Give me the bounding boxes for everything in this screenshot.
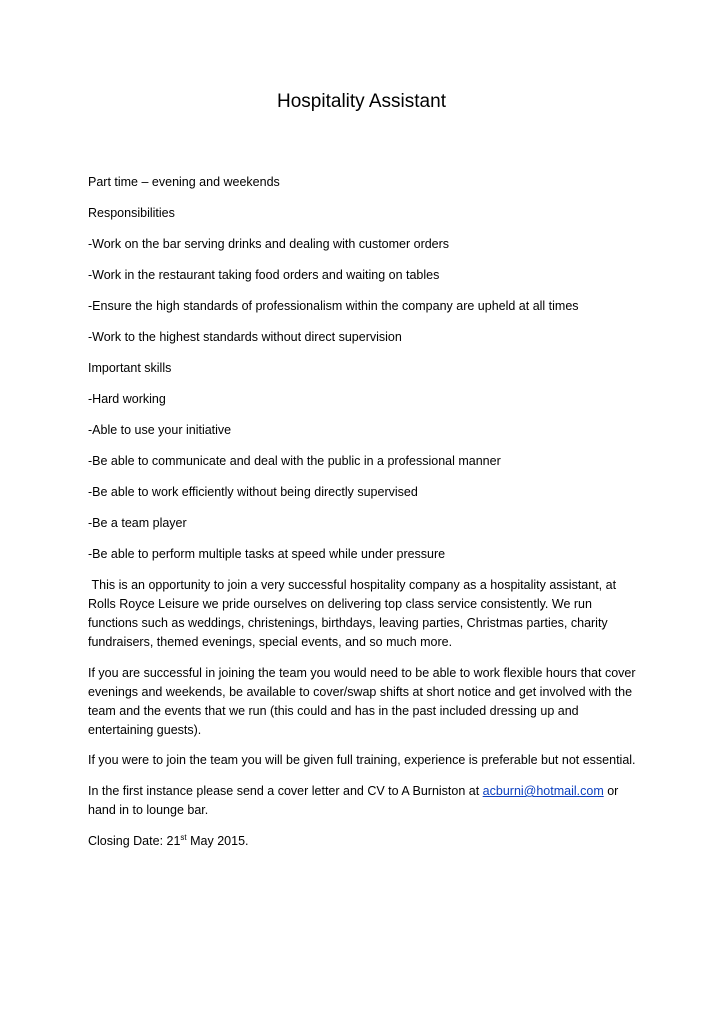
responsibility-item: -Work on the bar serving drinks and dealing with customer orders	[88, 237, 450, 251]
skill-item: -Be able to work efficiently without being directly supervised	[88, 485, 418, 499]
closing-date	[88, 832, 249, 851]
responsibility-item: -Work in the restaurant taking food orders and waiting on tables	[88, 268, 440, 282]
training-paragraph: If you were to join the team you will be given full training, experience is preferable but not essential.	[88, 753, 636, 767]
closing-date-prefix: Closing Date: 21	[88, 834, 181, 848]
skills-heading: Important skills	[88, 361, 172, 375]
skill-item: -Be able to communicate and deal with the public in a professional manner	[88, 454, 501, 468]
email-link[interactable]: acburni@hotmail.com	[482, 784, 604, 798]
employment-type: Part time – evening and weekends	[88, 175, 280, 189]
responsibilities-heading: Responsibilities	[88, 206, 175, 220]
application-suffix: or hand in to lounge bar.	[88, 784, 619, 817]
closing-date-suffix: May 2015.	[186, 834, 249, 848]
skill-item: -Be a team player	[88, 516, 187, 530]
flexible-hours-paragraph: If you are successful in joining the team you would need to be able to work flexible hours that cover evenings and weekends, be available to cover/swap shifts at short notice and get involved with the team and the events that we run (this could and has in the past included dressing up and entertaining guests).	[88, 666, 636, 737]
closing-date-ordinal: st	[180, 832, 187, 842]
skill-item: -Be able to perform multiple tasks at speed while under pressure	[88, 547, 446, 561]
page-title: Hospitality Assistant	[277, 91, 446, 112]
application-text: In the first instance please send a cover letter and CV to A Burniston at	[88, 784, 483, 798]
responsibility-item: -Work to the highest standards without direct supervision	[88, 330, 402, 344]
skill-item: -Able to use your initiative	[88, 423, 232, 437]
responsibility-item: -Ensure the high standards of professionalism within the company are upheld at all times	[88, 299, 579, 313]
opportunity-paragraph: This is an opportunity to join a very successful hospitality company as a hospitality assistant, at Rolls Royce Leisure we pride ourselves on delivering top class service consistently. We run functions such as weddings, christenings, birthdays, leaving parties, Christmas parties, charity fundraisers, themed evenings, special events, and so much more.	[88, 578, 620, 649]
application-paragraph	[88, 782, 640, 820]
skill-item: -Hard working	[88, 392, 166, 406]
